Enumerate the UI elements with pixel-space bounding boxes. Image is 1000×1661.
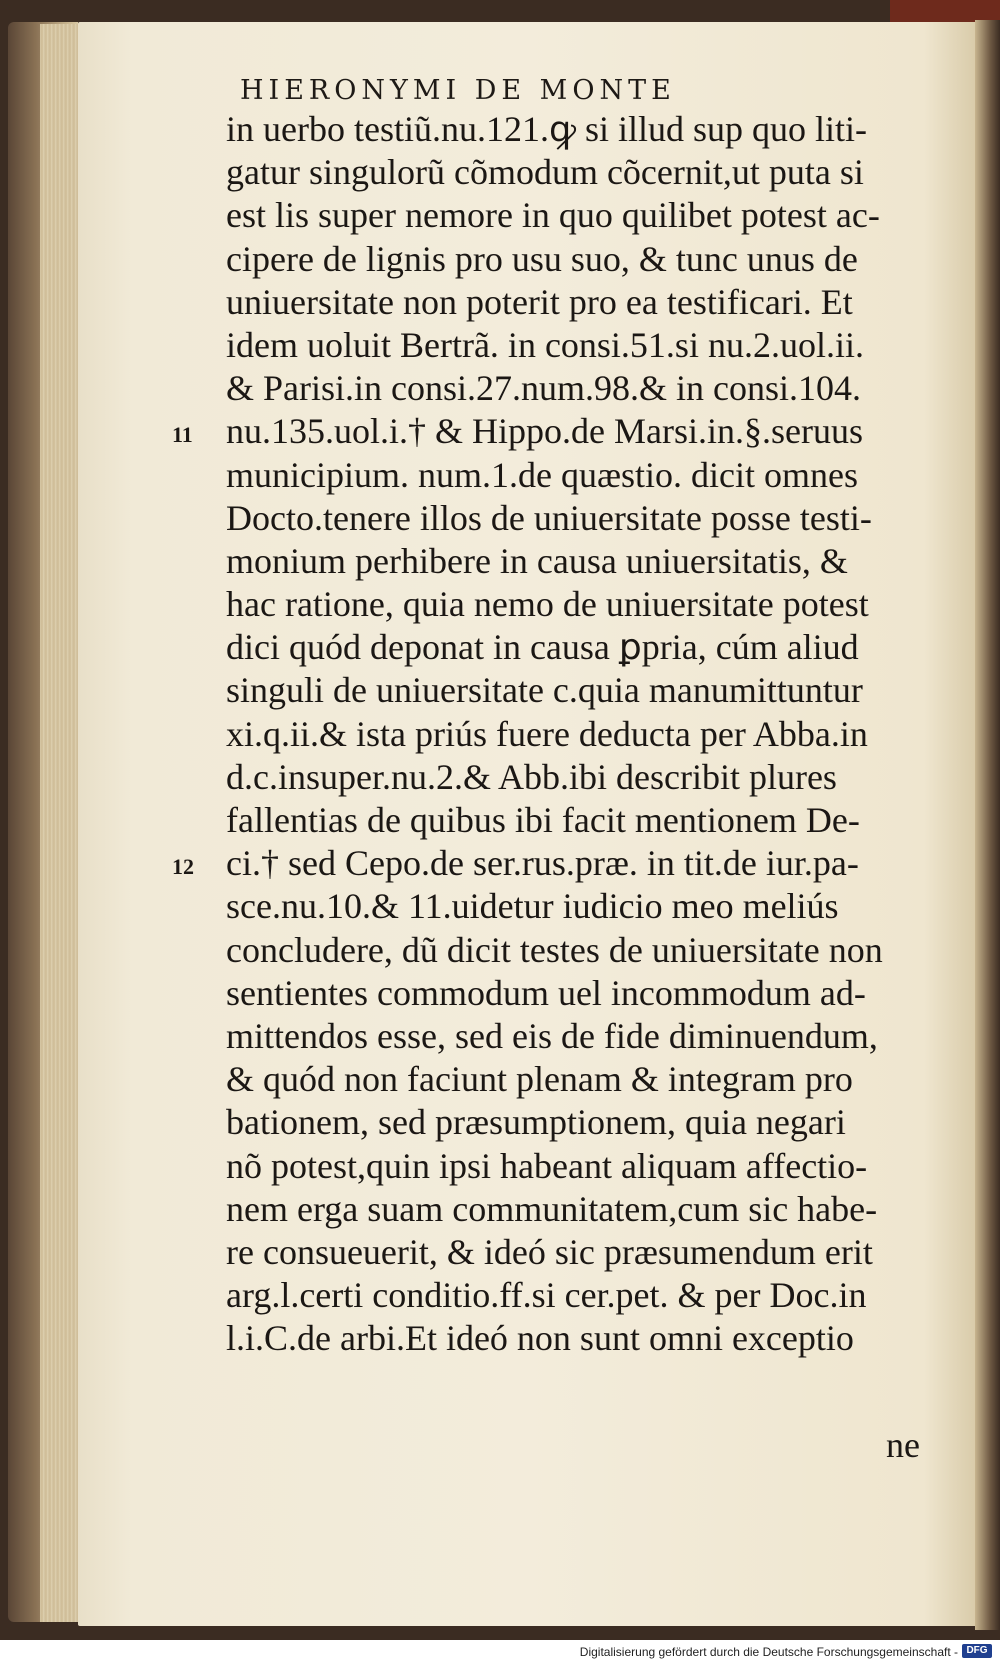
text-line: arg.l.certi conditio.ff.si cer.pet. & per Doc.in [226, 1275, 867, 1316]
text-line: est lis super nemore in quo quilibet potest ac- [226, 195, 880, 236]
text-line: in uerbo testiũ.nu.121.ꝙ si illud sup quo liti- [226, 109, 868, 149]
text-line: xi.q.ii.& ista priús fuere deducta per Abba.in [226, 713, 868, 754]
catchword: ne [886, 1425, 920, 1465]
book-cover-edge [890, 0, 1000, 22]
text-line: & Parisi.in consi.27.num.98.& in consi.104. [226, 368, 861, 409]
text-line: idem uoluit Bertrã. in consi.51.si nu.2.uol.ii. [226, 324, 864, 365]
text-line: nu.135.uol.i.† & Hippo.de Marsi.in.§.seruus [226, 411, 863, 452]
text-line: sentientes commodum uel incommodum ad- [226, 972, 866, 1013]
text-line: nõ potest,quin ipsi habeant aliquam affectio- [226, 1145, 868, 1186]
text-line: uniuersitate non poterit pro ea testificari. Et [226, 281, 853, 322]
text-line: & quód non faciunt plenam & integram pro [226, 1059, 853, 1100]
text-line: d.c.insuper.nu.2.& Abb.ibi describit plures [226, 756, 837, 797]
body-text [226, 108, 946, 1360]
text-line: dici quód deponat in causa ꝑpria, cúm aliud [226, 627, 859, 668]
footer-credit: Digitalisierung gefördert durch die Deutsche Forschungsgemeinschaft - [579, 1645, 958, 1659]
running-head: HIERONYMI DE MONTE [240, 75, 676, 106]
text-line: mittendos esse, sed eis de fide diminuendum, [226, 1015, 878, 1056]
text-line: ci.† sed Cepo.de ser.rus.præ. in tit.de iur.pa- [226, 843, 859, 884]
text-line: Docto.tenere illos de uniuersitate posse testi- [226, 497, 872, 538]
text-line: monium perhibere in causa uniuersitatis, & [226, 540, 848, 581]
dfg-logo: DFG [962, 1644, 992, 1658]
text-line: re consueuerit, & ideó sic præsumendum erit [226, 1231, 873, 1272]
text-line: fallentias de quibus ibi facit mentionem De- [226, 800, 860, 840]
text-line: cipere de lignis pro usu suo, & tunc unus de [226, 238, 858, 279]
text-line: gatur singulorũ cõmodum cõcernit,ut puta si [226, 152, 864, 193]
text-line: l.i.C.de arbi.Et ideó non sunt omni exceptio [226, 1318, 854, 1359]
text-line: nem erga suam communitatem,cum sic habe- [226, 1188, 878, 1229]
text-line: municipium. num.1.de quæstio. dicit omnes [226, 454, 858, 495]
text-line: singuli de uniuersitate c.quia manumittuntur [226, 670, 863, 711]
text-line: bationem, sed præsumptionem, quia negari [226, 1102, 846, 1143]
text-line: hac ratione, quia nemo de uniuersitate potest [226, 584, 869, 625]
text-line: sce.nu.10.& 11.uidetur iudicio meo meliús [226, 886, 839, 927]
margin-number: 11 [172, 422, 193, 448]
book-right-edge [975, 20, 1000, 1630]
text-line: concludere, dũ dicit testes de uniuersitate non [226, 929, 883, 970]
margin-number: 12 [172, 854, 194, 880]
